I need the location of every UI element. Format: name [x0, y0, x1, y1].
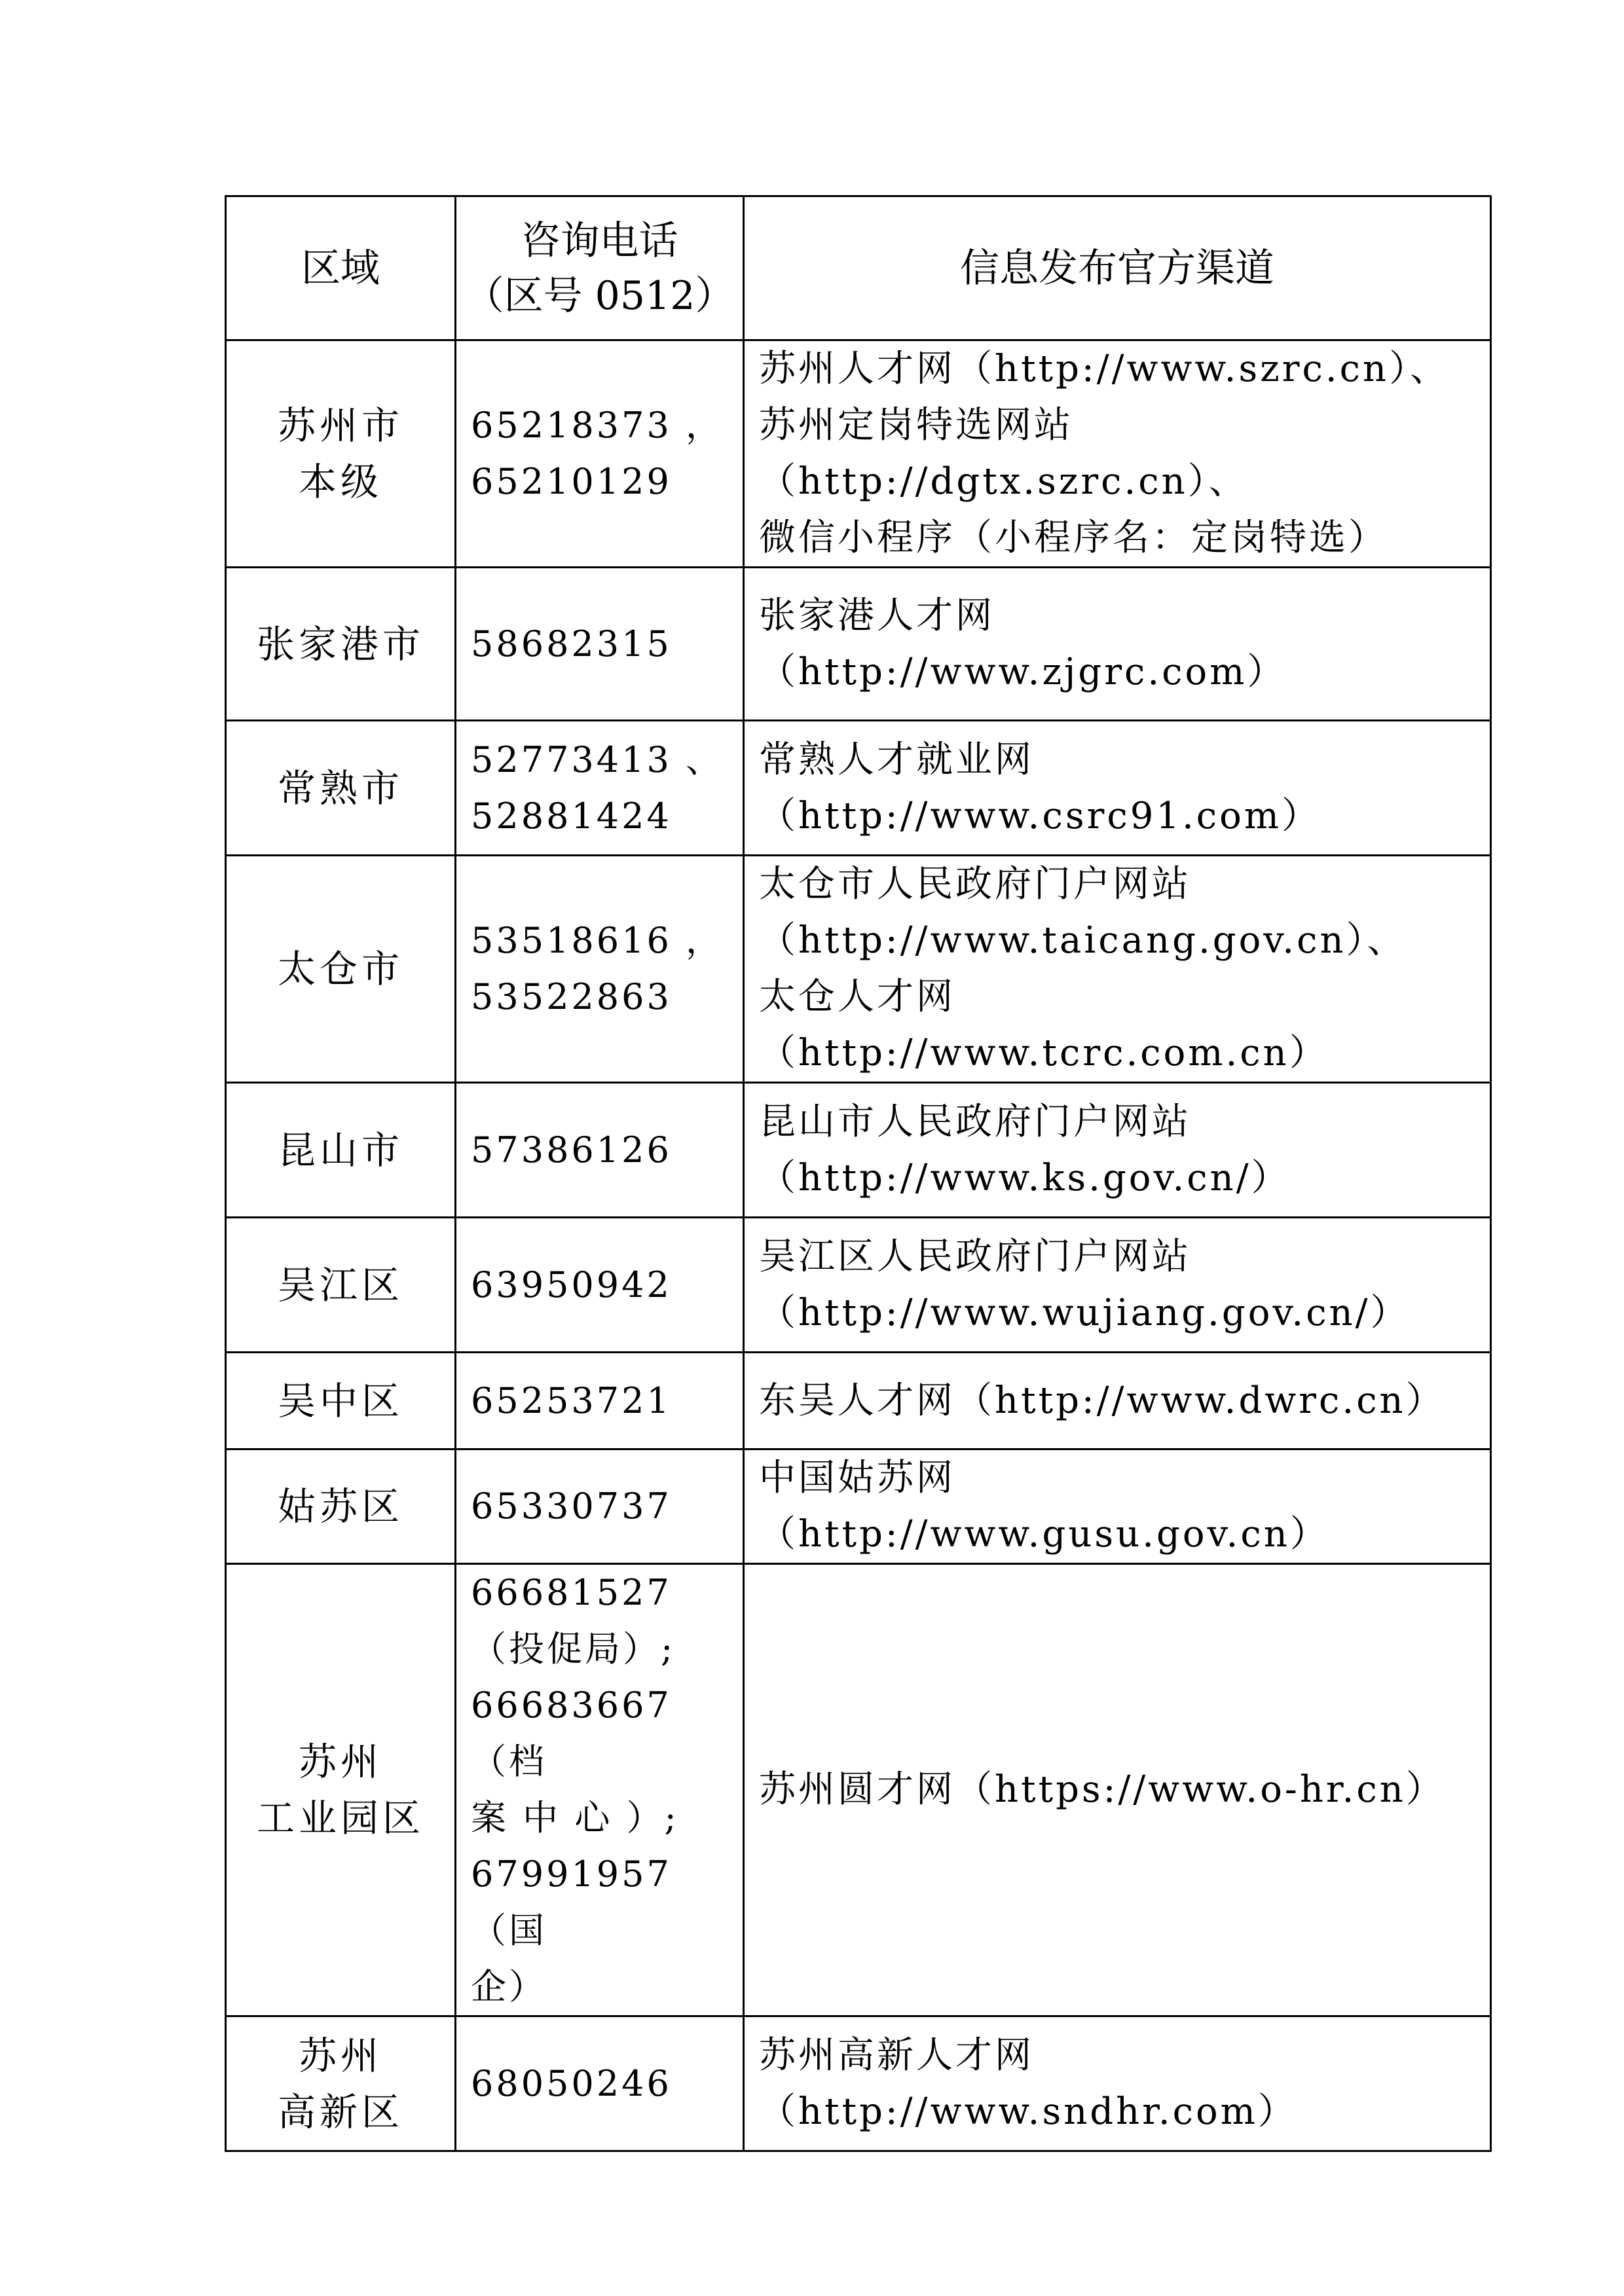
phone-cell-line: 66683667（档: [471, 1685, 672, 1782]
channel-cell-line: 常熟人才就业网: [759, 738, 1034, 781]
channel-cell: [744, 568, 1491, 721]
phone-cell-line: 63950942: [471, 1264, 672, 1305]
channel-cell: [744, 340, 1491, 568]
channel-cell-line: （http://www.zjgrc.com）: [759, 650, 1287, 693]
phone-cell: [456, 2016, 744, 2151]
phone-cell-line: 案 中 心 ）;: [471, 1797, 679, 1838]
table-row: [226, 2016, 1491, 2151]
channel-cell-line: 太仓市人民政府门户网站: [759, 863, 1191, 905]
phone-cell-line: 53518616 ，: [471, 920, 724, 961]
phone-cell-line: 65253721: [471, 1379, 672, 1421]
table-body: [226, 340, 1491, 2151]
phone-cell-line: 65218373 ，: [471, 405, 724, 446]
header-phone-line1: 咨询电话: [521, 217, 678, 264]
phone-cell: [456, 1083, 744, 1218]
region-cell-line: 昆山市: [277, 1127, 403, 1173]
phone-cell: [456, 856, 744, 1083]
phone-cell-line: 58682315: [471, 623, 672, 665]
channel-cell-line: 苏州高新人才网: [759, 2033, 1034, 2077]
channel-cell: [744, 1353, 1491, 1449]
region-cell: [226, 1564, 456, 2016]
table-row: [226, 1083, 1491, 1218]
region-cell-line: 张家港市: [256, 621, 424, 666]
channel-cell: [744, 1564, 1491, 2016]
phone-cell-line: 65210129: [471, 461, 672, 502]
region-cell-line: 常熟市: [277, 765, 403, 811]
region-cell-line: 苏州市: [277, 403, 403, 448]
channel-cell-line: 太仓人才网: [759, 975, 955, 1018]
header-phone: [456, 196, 744, 340]
channel-cell: [744, 721, 1491, 856]
channel-cell-line: 苏州人才网（http://www.szrc.cn）、: [759, 348, 1450, 390]
table-header-row: [226, 196, 1491, 340]
table-row: [226, 856, 1491, 1083]
region-cell-line: 苏州: [298, 2033, 382, 2078]
phone-cell-line: 57386126: [471, 1129, 672, 1171]
channel-cell-line: （http://www.sndhr.com）: [759, 2090, 1297, 2133]
channel-cell-line: 苏州定岗特选网站: [759, 404, 1073, 446]
phone-cell: [456, 1353, 744, 1449]
region-cell: [226, 721, 456, 856]
phone-cell-line: 企）: [471, 1966, 547, 2007]
phone-cell-line: 65330737: [471, 1485, 672, 1527]
phone-cell: [456, 1449, 744, 1564]
region-cell-line: 本级: [298, 460, 382, 504]
phone-cell-line: （投促局）;: [471, 1628, 676, 1669]
channel-cell: [744, 1218, 1491, 1353]
region-cell: [226, 1083, 456, 1218]
region-cell-line: 姑苏区: [277, 1484, 403, 1529]
phone-cell-line: 52773413 、: [471, 738, 724, 780]
header-channel: 信息发布官方渠道: [744, 196, 1491, 340]
channel-cell-line: （http://www.gusu.gov.cn）: [759, 1513, 1329, 1556]
table-row: [226, 568, 1491, 721]
table-row: [226, 1449, 1491, 1564]
table-row: [226, 1564, 1491, 2016]
channel-cell: [744, 2016, 1491, 2151]
region-cell-line: 吴江区: [277, 1262, 403, 1307]
region-cell: [226, 340, 456, 568]
channel-cell-line: 中国姑苏网: [759, 1457, 955, 1499]
phone-cell: [456, 721, 744, 856]
channel-cell: [744, 1083, 1491, 1218]
region-cell: [226, 1218, 456, 1353]
region-cell: [226, 568, 456, 721]
phone-cell: [456, 340, 744, 568]
region-cell: [226, 856, 456, 1083]
region-cell: [226, 1449, 456, 1564]
phone-cell: [456, 1218, 744, 1353]
region-cell-line: 工业园区: [256, 1796, 424, 1840]
channel-cell-line: （http://www.ks.gov.cn/）: [759, 1156, 1291, 1199]
channel-cell-line: （http://www.taicang.gov.cn）、: [759, 919, 1407, 962]
phone-cell: [456, 568, 744, 721]
region-cell-line: 苏州: [298, 1740, 382, 1784]
channel-cell-line: （http://www.tcrc.com.cn）: [759, 1032, 1329, 1074]
header-phone-line2: （区号 0512）: [464, 272, 735, 319]
phone-cell-line: 67991957（国: [471, 1853, 672, 1951]
region-cell-line: 高新区: [277, 2089, 403, 2134]
channel-cell-line: （http://www.csrc91.com）: [759, 794, 1321, 837]
channel-cell: [744, 1449, 1491, 1564]
channel-cell-line: （http://dgtx.szrc.cn）、: [759, 460, 1248, 503]
channel-cell-line: （http://www.wujiang.gov.cn/）: [759, 1291, 1410, 1334]
phone-cell-line: 52881424: [471, 795, 672, 837]
channel-cell-line: 微信小程序（小程序名：定岗特选）: [759, 517, 1388, 559]
phone-cell-line: 53522863: [471, 976, 672, 1017]
header-region: 区域: [226, 196, 456, 340]
phone-cell-line: 68050246: [471, 2062, 672, 2104]
region-cell: [226, 1353, 456, 1449]
phone-cell-line: 66681527: [471, 1572, 672, 1613]
table-row: [226, 1218, 1491, 1353]
region-cell-line: 吴中区: [277, 1378, 403, 1423]
region-cell: [226, 2016, 456, 2151]
table-row: [226, 1353, 1491, 1449]
table-row: [226, 340, 1491, 568]
channel-cell-line: 吴江区人民政府门户网站: [759, 1235, 1191, 1278]
channel-cell-line: 张家港人才网: [759, 594, 995, 637]
channel-cell-line: 昆山市人民政府门户网站: [759, 1100, 1191, 1143]
channel-cell-line: 东吴人才网（http://www.dwrc.cn）: [759, 1379, 1445, 1422]
channel-cell-line: 苏州圆才网（https://www.o-hr.cn）: [759, 1768, 1445, 1811]
region-cell-line: 太仓市: [277, 947, 403, 991]
channel-cell: [744, 856, 1491, 1083]
table-row: [226, 721, 1491, 856]
phone-cell: [456, 1564, 744, 2016]
consultation-table: [225, 195, 1492, 2152]
